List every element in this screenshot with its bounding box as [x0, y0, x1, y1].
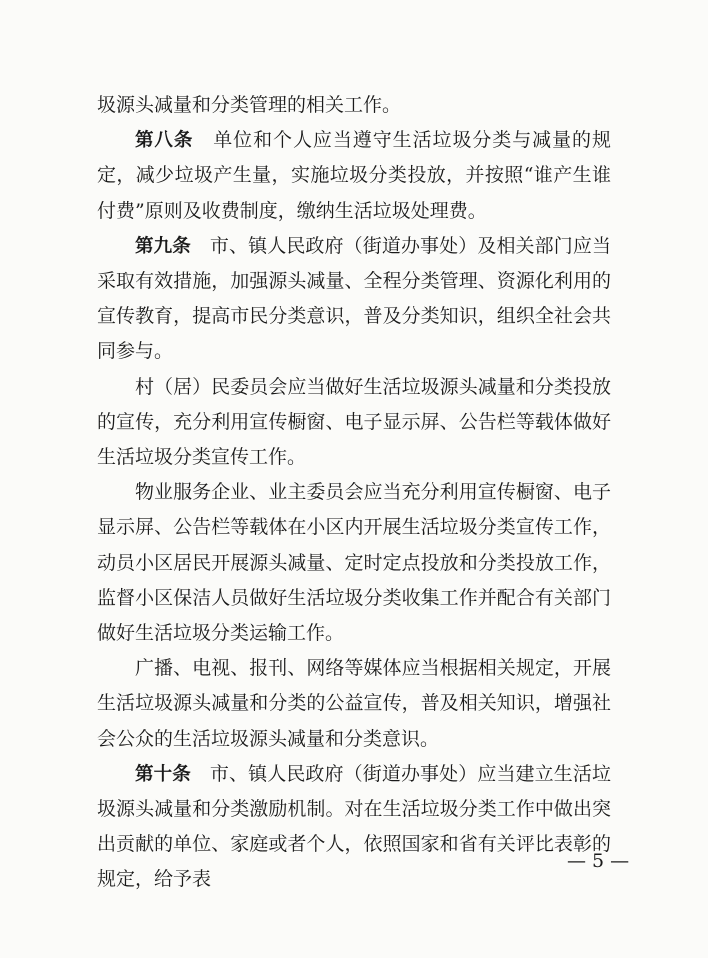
paragraph-article-10 — [97, 757, 611, 898]
article-number: 第八条 — [135, 130, 194, 152]
page-number: — 5 — — [567, 850, 630, 872]
paragraph-article-9 — [97, 229, 611, 370]
paragraph-continued — [97, 88, 611, 123]
paragraph-text: 物业服务企业、业主委员会应当充分利用宣传橱窗、电子显示屏、公告栏等载体在小区内开展生活垃圾分类宣传工作，动员小区居民开展源头减量、定时定点投放和分类投放工作，监督小区保洁人员做好生活垃圾分类收集工作并配合有关部门做好生活垃圾分类运输工作。 — [97, 481, 611, 645]
paragraph-media — [97, 651, 611, 757]
article-number: 第九条 — [135, 235, 191, 257]
paragraph-village-committee — [97, 370, 611, 476]
paragraph-text: 广播、电视、报刊、网络等媒体应当根据相关规定，开展生活垃圾源头减量和分类的公益宣传，普及相关知识，增强社会公众的生活垃圾源头减量和分类意识。 — [97, 657, 611, 750]
paragraph-text: 单位和个人应当遵守生活垃圾分类与减量的规定，减少垃圾产生量，实施垃圾分类投放，并按照“谁产生谁付费”原则及收费制度，缴纳生活垃圾处理费。 — [97, 129, 611, 222]
document-body — [97, 88, 611, 898]
paragraph-article-8 — [97, 123, 611, 229]
article-number: 第十条 — [135, 763, 191, 785]
paragraph-text: 市、镇人民政府（街道办事处）及相关部门应当采取有效措施，加强源头减量、全程分类管理、资源化利用的宣传教育，提高市民分类意识，普及分类知识，组织全社会共同参与。 — [97, 234, 611, 363]
paragraph-text: 市、镇人民政府（街道办事处）应当建立生活垃圾源头减量和分类激励机制。对在生活垃圾分类工作中做出突出贡献的单位、家庭或者个人，依照国家和省有关评比表彰的规定，给予表 — [97, 762, 611, 891]
paragraph-text: 村（居）民委员会应当做好生活垃圾源头减量和分类投放的宣传，充分利用宣传橱窗、电子显示屏、公告栏等载体做好生活垃圾分类宣传工作。 — [97, 375, 611, 469]
paragraph-property-services — [97, 475, 611, 651]
paragraph-text: 圾源头减量和分类管理的相关工作。 — [97, 94, 402, 116]
